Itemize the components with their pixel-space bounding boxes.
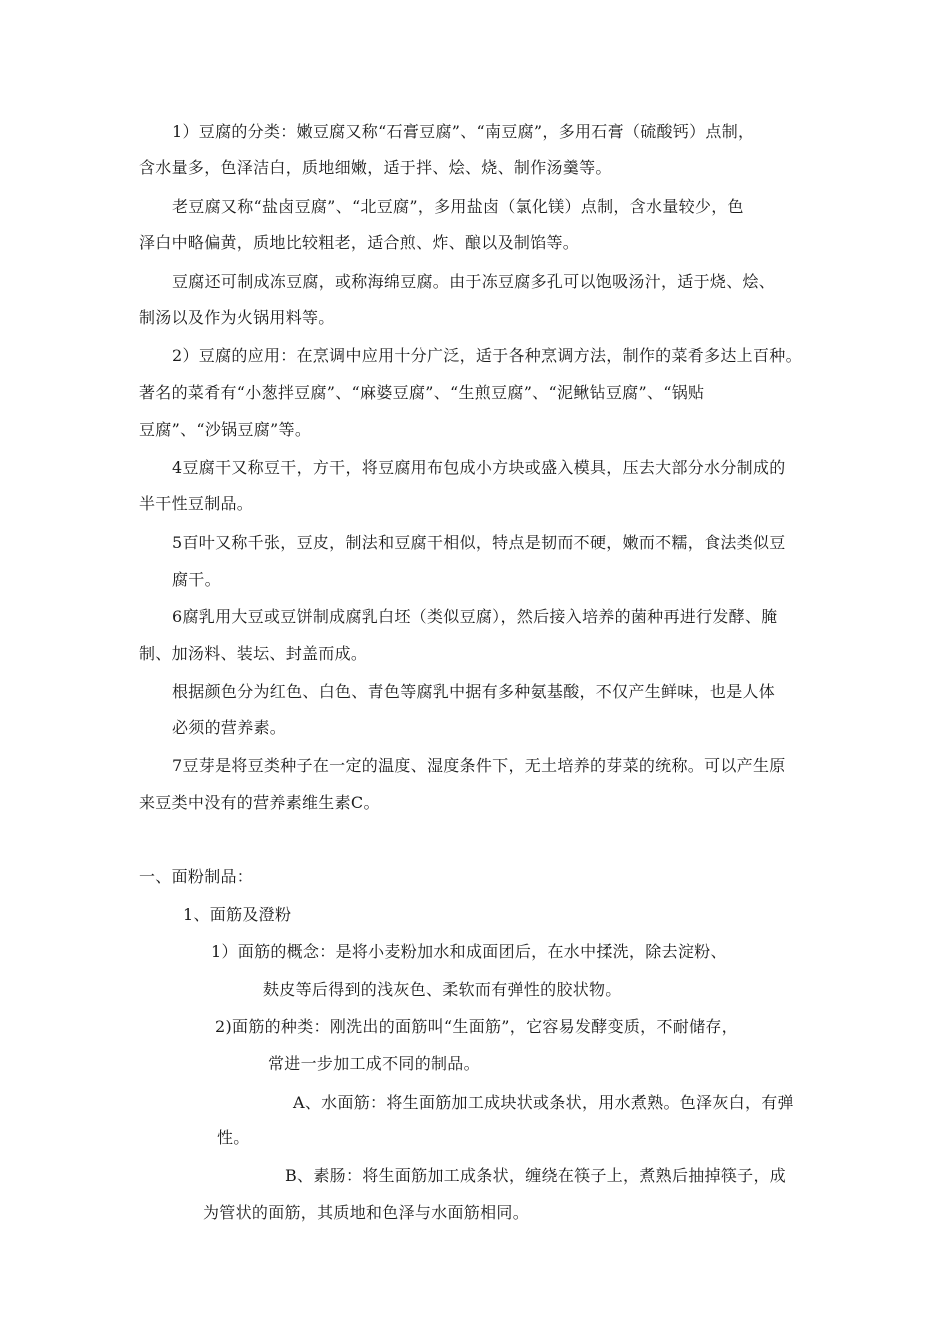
tofu-application-line-3: 豆腐”、“沙锅豆腐”等。: [139, 420, 312, 439]
fermented-tofu-line-2: 制、加汤料、装坛、封盖而成。: [139, 644, 368, 663]
subheading-gluten-and-wheat-starch: 1、面筋及澄粉: [183, 905, 292, 924]
bean-sprout-line-2: 来豆类中没有的营养素维生素C。: [139, 793, 380, 812]
gluten-types-line-1: 2)面筋的种类：刚洗出的面筋叫“生面筋”，它容易发酵变质，不耐储存，: [215, 1017, 738, 1036]
tofu-classification-line-2: 含水量多，色泽洁白，质地细嫩，适于拌、烩、烧、制作汤羹等。: [139, 158, 612, 177]
dried-tofu-line-1: 4豆腐干又称豆干，方干，将豆腐用布包成小方块或盛入模具，压去大部分水分制成的: [172, 458, 786, 477]
frozen-tofu-line-1: 豆腐还可制成冻豆腐，或称海绵豆腐。由于冻豆腐多孔可以饱吸汤汁，适于烧、烩、: [172, 272, 776, 291]
old-tofu-line-2: 泽白中略偏黄，质地比较粗老，适合煎、炸、酿以及制馅等。: [139, 233, 580, 252]
fermented-tofu-color-line-1: 根据颜色分为红色、白色、青色等腐乳中据有多种氨基酸，不仅产生鲜味，也是人体: [172, 682, 776, 701]
water-gluten-line-1: A、水面筋：将生面筋加工成块状或条状，用水煮熟。色泽灰白，有弹: [293, 1093, 794, 1112]
fermented-tofu-color-line-2: 必须的营养素。: [172, 718, 287, 737]
baiye-line-2: 腐干。: [172, 570, 221, 589]
section-heading-flour-products: 一、面粉制品：: [139, 867, 254, 886]
vegetarian-sausage-line-2: 为管状的面筋，其质地和色泽与水面筋相同。: [203, 1203, 530, 1222]
tofu-classification-line-1: 1）豆腐的分类：嫩豆腐又称“石膏豆腐”、“南豆腐”，多用石膏（硫酸钙）点制，: [172, 122, 755, 141]
baiye-line-1: 5百叶又称千张，豆皮，制法和豆腐干相似，特点是韧而不硬，嫩而不糯，食法类似豆: [172, 533, 786, 552]
tofu-application-line-1: 2）豆腐的应用：在烹调中应用十分广泛，适于各种烹调方法，制作的菜肴多达上百种。: [172, 346, 802, 365]
fermented-tofu-line-1: 6腐乳用大豆或豆饼制成腐乳白坯（类似豆腐），然后接入培养的菌种再进行发酵、腌: [172, 607, 778, 626]
tofu-application-line-2: 著名的菜肴有“小葱拌豆腐”、“麻婆豆腐”、“生煎豆腐”、“泥鳅钻豆腐”、“锅贴: [139, 383, 705, 402]
water-gluten-line-2: 性。: [217, 1128, 250, 1147]
gluten-concept-line-1: 1）面筋的概念：是将小麦粉加水和成面团后，在水中揉洗，除去淀粉、: [211, 942, 727, 961]
old-tofu-line-1: 老豆腐又称“盐卤豆腐”、“北豆腐”，多用盐卤（氯化镁）点制，含水量较少，色: [172, 197, 744, 216]
frozen-tofu-line-2: 制汤以及作为火锅用料等。: [139, 308, 335, 327]
gluten-concept-line-2: 麸皮等后得到的浅灰色、柔软而有弹性的胶状物。: [263, 980, 622, 999]
vegetarian-sausage-line-1: B、素肠：将生面筋加工成条状，缠绕在筷子上，煮熟后抽掉筷子，成: [285, 1166, 787, 1185]
gluten-types-line-2: 常进一步加工成不同的制品。: [268, 1054, 480, 1073]
dried-tofu-line-2: 半干性豆制品。: [139, 494, 254, 513]
bean-sprout-line-1: 7豆芽是将豆类种子在一定的温度、湿度条件下，无土培养的芽菜的统称。可以产生原: [172, 756, 786, 775]
